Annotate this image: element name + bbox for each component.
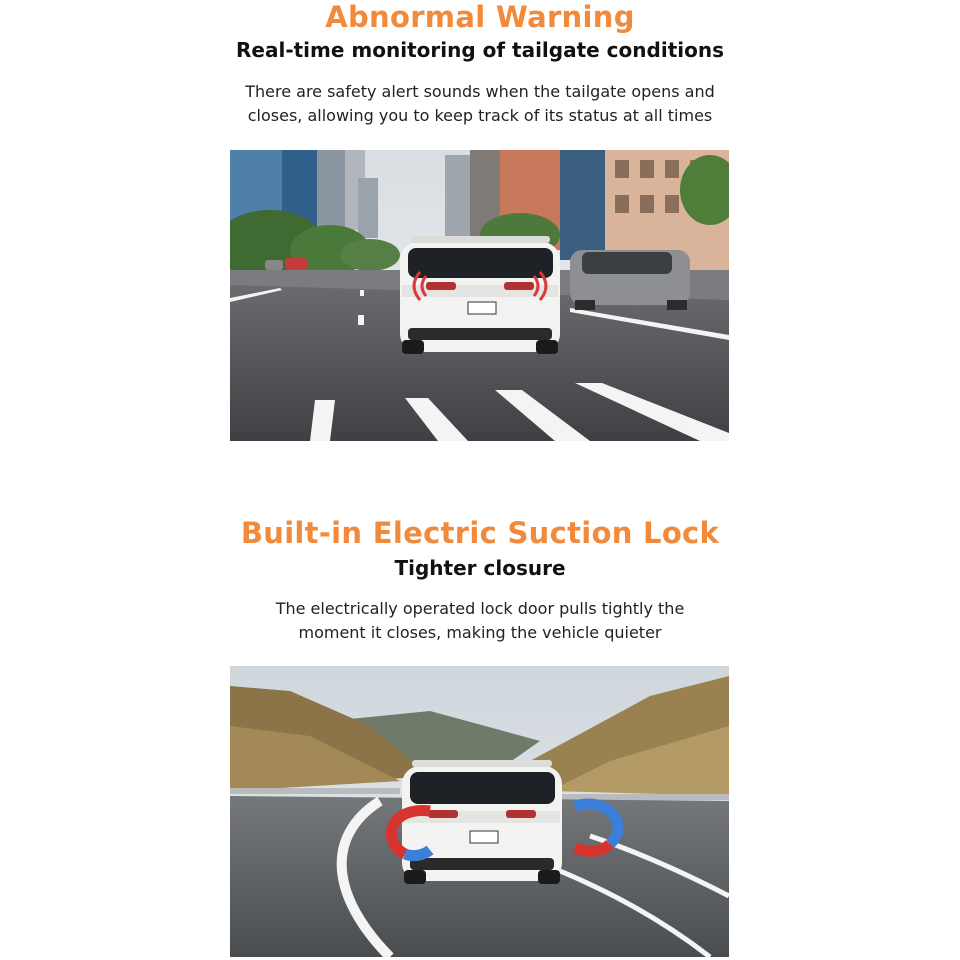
section-subtitle: Real-time monitoring of tailgate conditions — [236, 38, 724, 62]
city-street-minivan-image — [230, 150, 729, 441]
section-subtitle: Tighter closure — [394, 556, 566, 580]
mountain-road-minivan-image — [230, 666, 729, 957]
section-title: Built-in Electric Suction Lock — [240, 516, 720, 550]
section-title: Abnormal Warning — [325, 0, 635, 34]
section-description: The electrically operated lock door pulls tightly the moment it closes, making the vehicle quieter — [275, 599, 685, 642]
section-description: There are safety alert sounds when the tailgate opens and closes, allowing you to keep track of its status at all times — [245, 82, 715, 125]
